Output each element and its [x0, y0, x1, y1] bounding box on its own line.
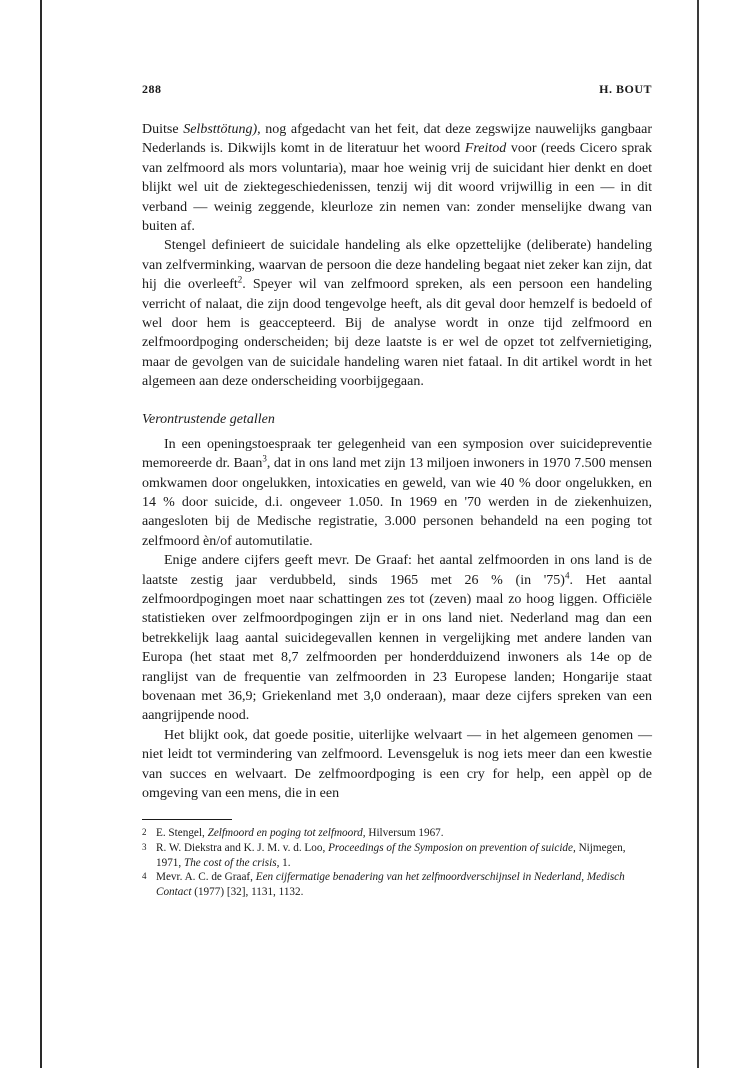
- footnote-3: [142, 841, 652, 870]
- footnote-rule: [142, 819, 232, 820]
- page-number: 288: [142, 82, 162, 96]
- footnote-text: E. Stengel, Zelfmoord en poging tot zelfmoord, Hilversum 1967.: [156, 827, 444, 840]
- footnote-number: 2: [142, 827, 147, 838]
- footnote-ref-4: 4: [564, 569, 570, 580]
- footnote-ref-3: 3: [262, 453, 267, 464]
- footnote-ref-2: 2: [237, 274, 243, 285]
- footnote-text: Mevr. A. C. de Graaf, Een cijfermatige benadering van het zelfmoordverschijnsel in Nederland, Medisch Contact (1977) [32], 1131, 1132.: [156, 871, 625, 898]
- footnote-2: [142, 826, 652, 841]
- scan-edge-left: [40, 0, 42, 1068]
- footnotes: [142, 826, 652, 899]
- scan-edge-right: [697, 0, 699, 1068]
- paragraph-3: In een openingstoespraak ter gelegenheid van een symposion over suicidepreventie memoreerde dr. Baan$^3$, dat in ons land met zijn 13 miljoen inwoners in 1970 7.500 mensen omkwamen door ongelukken, intoxicaties en geweld, van wie 40 % door ongelukken, en 14 % door suicide, d.i. ongeveer 1.050. In 1969 en '70 werden in de ziekenhuizen, aangesloten bij de Medische registratie, 3.000 personen behandeld na een poging tot zelfmoord èn/of automutilatie.: [142, 436, 652, 549]
- footnote-4: [142, 870, 652, 899]
- body-text: [142, 120, 652, 803]
- footnote-text: R. W. Diekstra and K. J. M. v. d. Loo, Proceedings of the Symposion on prevention of suicide, Nijmegen, 1971, The cost of the crisis, 1.: [156, 842, 626, 869]
- footnote-number: 3: [142, 842, 147, 852]
- term-selbsttotung: Selbsttötung): [183, 122, 258, 137]
- running-head: [142, 82, 652, 98]
- book-page: [142, 82, 652, 899]
- paragraph-5: Het blijkt ook, dat goede positie, uiterlijke welvaart — in het algemeen genomen — niet leidt tot vermindering van zelfmoord. Levensgeluk is nog iets meer dan een kwestie van succes en welvaart. De zelfmoordpoging is een cry for help, een appèl op de omgeving van een mens, die in een: [142, 727, 652, 801]
- paragraph-1: Duitse Selbsttötung), nog afgedacht van het feit, dat deze zegswijze nauwelijks gangbaar Nederlands is. Dikwijls komt in de literatuur het woord Freitod voor (reeds Cicero sprak van zelfmoord als mors voluntaria), maar hoe weinig vrij de suicidant hier denkt en doet blijkt wel uit de ziektegeschiedenissen, tenzij wij dit woord vrijwillig in een — in dit verband — weinig zeggende, kleurloze zin nemen van: zonder menselijke dwang van buiten af.: [142, 122, 652, 235]
- footnote-number: 4: [142, 871, 147, 882]
- running-title: H. BOUT: [599, 82, 652, 96]
- paragraph-2: Stengel definieert de suicidale handeling als elke opzettelijke (deliberate) handeling van zelfverminking, waarvan de persoon die deze handeling begaat niet zeker kan zijn, dat hij die overleeft$^2$. Speyer wil van zelfmoord spreken, als een persoon een handeling verricht of nalaat, die zijn dood tengevolge heeft, als dit geval door hemzelf is bedoeld of wel door hem is geaccepteerd. Bij de analyse wordt in onze tijd zelfmoord en zelfmoordpoging onderscheiden; bij deze laatste is er wel de opzet tot zelfvernietiging, maar de gevolgen van de suicidale handeling waren niet fataal. In dit artikel wordt in het algemeen aan deze onderscheiding voorbijgegaan.: [142, 238, 652, 390]
- paragraph-4: Enige andere cijfers geeft mevr. De Graaf: het aantal zelfmoorden in ons land is de laatste zestig jaar verdubbeld, sinds 1965 met 26 % (in '75)$^4$. Het aantal zelfmoordpogingen moet naar schattingen zes tot (zeven) maal zo hoog liggen. Officiële statistieken over zelfmoordpogingen zijn er in ons land niet. Nederland mag dan een betrekkelijk laag aantal suicidegevallen kennen in vergelijking met andere landen van Europa (het staat met 8,7 zelfmoorden per honderdduizend inwoners als 14e op de ranglijst van de frequentie van zelfmoorden in 23 Europese landen; Hongarije staat bovenaan met 36,9; Griekenland met 3,0 onderaan), maar deze cijfers spreken van een aangrijpende nood.: [142, 553, 652, 724]
- term-freitod: Freitod: [464, 141, 507, 157]
- section-heading: Verontrustende getallen: [142, 411, 275, 427]
